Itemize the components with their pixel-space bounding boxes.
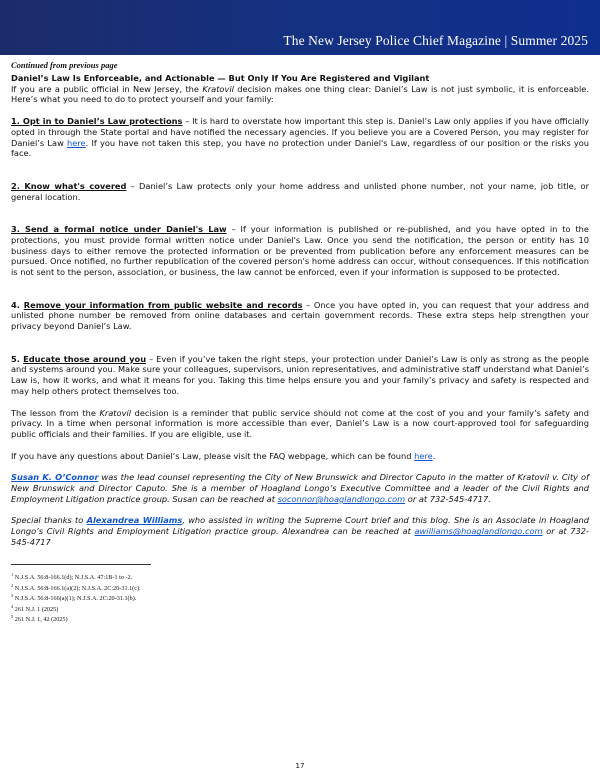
header-band bbox=[0, 0, 600, 55]
step-1-text: – It is hard to overstate how important this step is. Daniel’s Law only applies if you have officially opted in through the State portal and have notified the necessary agencies. If you believe you are a Covered Person, you may register for Daniel’s Law bbox=[11, 115, 590, 148]
coauthor-email-link[interactable]: awilliams@hoaglandlongo.com bbox=[414, 526, 543, 537]
magazine-title: The New Jersey Police Chief Magazine | Summer 2025 bbox=[283, 33, 588, 48]
intro-text: If you are a public official in New Jersey, the bbox=[11, 83, 203, 94]
thanks-text-end: or at 732-545-4717 bbox=[11, 526, 589, 548]
intro-paragraph bbox=[11, 84, 589, 106]
footnote bbox=[11, 592, 589, 603]
step-5-title: Educate those around you bbox=[23, 353, 147, 364]
footnote-text: 261 N.J. 1, 42 (2025) bbox=[13, 616, 68, 624]
author-email-link[interactable]: soconnor@hoaglandlongo.com bbox=[277, 493, 406, 504]
author-name-link[interactable]: Susan K. O’Connor bbox=[11, 472, 99, 483]
footnote-number: 1 bbox=[11, 571, 14, 577]
footnote-number: 4 bbox=[11, 603, 14, 609]
step-2-title: 2. Know what's covered bbox=[11, 180, 127, 191]
thanks-text: Special thanks to bbox=[11, 515, 87, 526]
step-1-title: 1. Opt in to Daniel’s Law protections bbox=[11, 115, 183, 126]
lesson-case-name: Kratovil bbox=[99, 407, 132, 418]
section-heading: Daniel’s Law Is Enforceable, and Actionable — But Only If You Are Registered and Vigilant bbox=[11, 72, 430, 83]
footnote bbox=[11, 613, 589, 624]
step-4-number: 4. bbox=[11, 299, 24, 310]
author-text: was the lead counsel representing the City of New Brunswick and Director Caputo in the matter of Kratovil v. City of New Brunswick and Director Caputo. She is a member of Hoagland Longo’s Executive Committee and a leader of the Civil Rights and Employment Litigation practice group. Susan can be reached at bbox=[11, 472, 590, 504]
lesson-paragraph bbox=[11, 408, 589, 440]
step-2 bbox=[11, 181, 589, 203]
footnote-text: N.J.S.A. 56:8-166.1(d); N.J.S.A. 47:1B-1 to -2. bbox=[13, 573, 133, 581]
step-5-text: – Even if you’ve taken the right steps, your protection under Daniel’s Law is only as strong as the people and systems around you. Make sure your colleagues, supervisors, union representatives, and administrative staff understand what Daniel’s Law is, how it works, and what it means for you. Taking this time helps ensure you and your family’s privacy and safety is respected and may help others protect themselves too. bbox=[11, 353, 589, 396]
step-5-number: 5. bbox=[11, 353, 24, 364]
faq-link[interactable]: here bbox=[414, 450, 433, 461]
step-5 bbox=[11, 354, 589, 397]
intro-text-end: decision makes one thing clear: Daniel’s Law is not just symbolic, it is enforceable. Here’s what you need to do to protect yourself and your family: bbox=[11, 83, 589, 105]
footnote bbox=[11, 582, 589, 593]
footnote-number: 5 bbox=[11, 614, 14, 620]
footnotes bbox=[11, 571, 589, 624]
author-bio bbox=[11, 472, 589, 504]
lesson-text: The lesson from the bbox=[11, 407, 100, 418]
footnote-number: 2 bbox=[11, 582, 14, 588]
footnote-divider bbox=[11, 564, 151, 565]
faq-text: If you have any questions about Daniel’s Law, please visit the FAQ webpage, which can be found bbox=[11, 450, 415, 461]
step-4-text: – Once you have opted in, you can request that your address and unlisted phone number be removed from online databases and certain government records. These extra steps help strengthen your privacy beyond Daniel’s Law. bbox=[11, 299, 589, 332]
step-4 bbox=[11, 300, 589, 332]
thanks-text-mid: , who assisted in writing the Supreme Court brief and this blog. She is an Associate in Hoagland Longo’s Civil Rights and Employment Litigation practice group. Alexandrea can be reached at bbox=[11, 515, 589, 537]
faq-end: . bbox=[432, 450, 436, 461]
footnote-text: 261 N.J. 1 (2025) bbox=[13, 605, 59, 613]
footnote bbox=[11, 571, 589, 582]
footnote-number: 3 bbox=[11, 593, 14, 599]
footnote-text: N.J.S.A. 56:8-166(a)(1); N.J.S.A. 2C:20-31.1(b). bbox=[13, 595, 137, 603]
step-3-text: – If your information is published or re-published, and you have opted in to the protections, you must provide formal written notice under Daniel's Law. Once you send the notification, the person or entity has 10 business days to either remove the protected information or be prevented from publication before any enforcement measures can be pursued. Once notified, no further republication of the covered person's home address can occur, without consequences. If this notification is not sent to the person, association, or business, the law cannot be enforced, even if your information is supposed to be protected. bbox=[11, 223, 589, 278]
continued-label: Continued from previous page bbox=[11, 60, 118, 70]
article-body bbox=[11, 60, 589, 624]
author-text-end: or at 732-545-4717. bbox=[405, 493, 491, 504]
thanks-paragraph bbox=[11, 515, 589, 547]
register-link[interactable]: here bbox=[67, 137, 86, 148]
step-1 bbox=[11, 116, 589, 159]
coauthor-name-link[interactable]: Alexandrea Williams bbox=[86, 515, 183, 526]
step-3 bbox=[11, 224, 589, 278]
step-4-title: Remove your information from public website and records bbox=[23, 299, 303, 310]
page-number: 17 bbox=[295, 762, 305, 770]
step-2-text: – Daniel’s Law protects only your home address and unlisted phone number, not your name, job title, or general location. bbox=[11, 180, 589, 202]
case-name: Kratovil bbox=[202, 83, 234, 94]
faq-paragraph bbox=[11, 451, 589, 462]
step-3-title: 3. Send a formal notice under Daniel's Law bbox=[11, 223, 227, 234]
step-1-text-end: . If you have not taken this step, you have no protection under Daniel's Law, regardless of our position or the risks you face. bbox=[11, 137, 589, 159]
lesson-text-end: decision is a reminder that public service should not come at the cost of you and your family’s safety and privacy. In a time when personal information is more accessible than ever, Daniel’s Law is a now court-approved tool for safeguarding public officials and their families. If you are eligible, use it. bbox=[11, 407, 590, 440]
footnote-text: N.J.S.A. 56:8-166.1(a)(2); N.J.S.A. 2C:20-31.1(c). bbox=[13, 584, 141, 592]
footnote bbox=[11, 603, 589, 614]
